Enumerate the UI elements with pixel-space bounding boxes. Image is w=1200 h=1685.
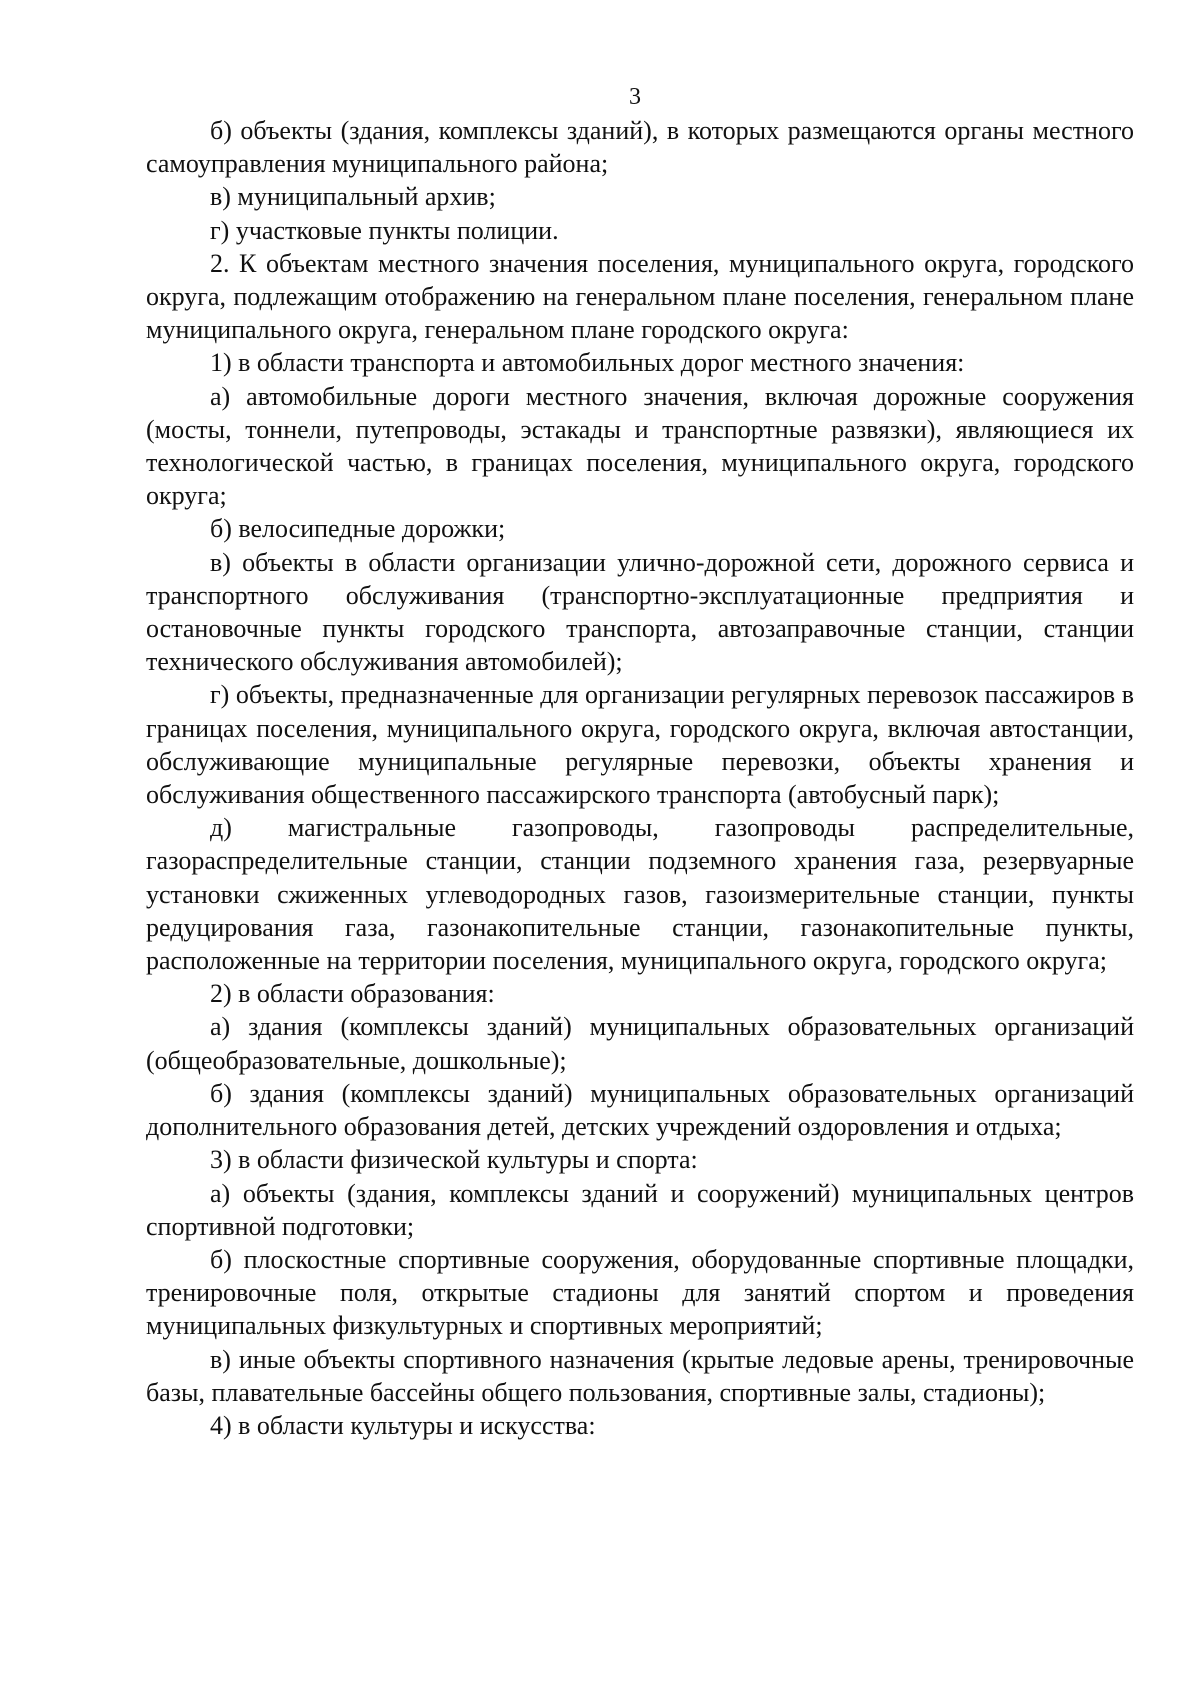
paragraph-a-roads: а) автомобильные дороги местного значения, включая дорожные сооружения (мосты, тоннели, путепроводы, эстакады и транспортные развязки), являющиеся их технологической частью, в границах поселения, муниципального округа, городского округа; [146, 381, 1134, 511]
paragraph-g-police-posts: г) участковые пункты полиции. [210, 215, 559, 245]
paragraph-2-education: 2) в области образования: [210, 979, 495, 1009]
paragraph-v-municipal-archive: в) муниципальный архив; [210, 182, 496, 212]
paragraph-d-gas-pipelines: д) магистральные газопроводы, газопроводы распределительные, газораспределительные станции, станции подземного хранения газа, резервуарные установки сжиженных углеводородных газов, газоизмерительные станции, пункты редуцирования газа, газонакопительные станции, газонакопительные пункты, расположенные на территории поселения, муниципального округа, городского округа; [146, 813, 1134, 976]
paragraph-3-sport: 3) в области физической культуры и спорта: [210, 1145, 698, 1175]
paragraph-a-sport-centers: а) объекты (здания, комплексы зданий и сооружений) муниципальных центров спортивной подготовки; [146, 1178, 1134, 1241]
paragraph-4-culture: 4) в области культуры и искусства: [210, 1410, 596, 1440]
paragraph-1-transport: 1) в области транспорта и автомобильных дорог местного значения: [210, 348, 965, 378]
paragraph-b-sport-facilities: б) плоскостные спортивные сооружения, оборудованные спортивные площадки, тренировочные поля, открытые стадионы для занятий спортом и проведения муниципальных физкультурных и спортивных мероприятий; [146, 1244, 1134, 1341]
paragraph-v-other-sport-objects: в) иные объекты спортивного назначения (крытые ледовые арены, тренировочные базы, плавательные бассейны общего пользования, спортивные залы, стадионы); [146, 1344, 1134, 1407]
paragraph-b-local-government-buildings: б) объекты (здания, комплексы зданий), в которых размещаются органы местного самоуправления муниципального района; [146, 116, 1134, 179]
paragraph-g-passenger-transport: г) объекты, предназначенные для организации регулярных перевозок пассажиров в границах поселения, муниципального округа, городского округа, включая автостанции, обслуживающие муниципальные регулярные перевозки, объекты хранения и обслуживания общественного пассажирского транспорта (автобусный парк); [146, 680, 1134, 810]
page-number: 3 [629, 84, 641, 110]
document-body [146, 114, 1134, 1442]
paragraph-2-local-objects: 2. К объектам местного значения поселения, муниципального округа, городского округа, подлежащим отображению на генеральном плане поселения, генеральном плане муниципального округа, генеральном плане городского округа: [146, 248, 1134, 345]
paragraph-a-schools: а) здания (комплексы зданий) муниципальных образовательных организаций (общеобразовательные, дошкольные); [146, 1012, 1134, 1075]
paragraph-b-bike-paths: б) велосипедные дорожки; [210, 514, 506, 544]
paragraph-v-road-network: в) объекты в области организации улично-дорожной сети, дорожного сервиса и транспортного обслуживания (транспортно-эксплуатационные предприятия и остановочные пункты городского транспорта, автозаправочные станции, станции технического обслуживания автомобилей); [146, 547, 1134, 677]
paragraph-b-additional-education: б) здания (комплексы зданий) муниципальных образовательных организаций дополнительного образования детей, детских учреждений оздоровления и отдыха; [146, 1078, 1134, 1142]
